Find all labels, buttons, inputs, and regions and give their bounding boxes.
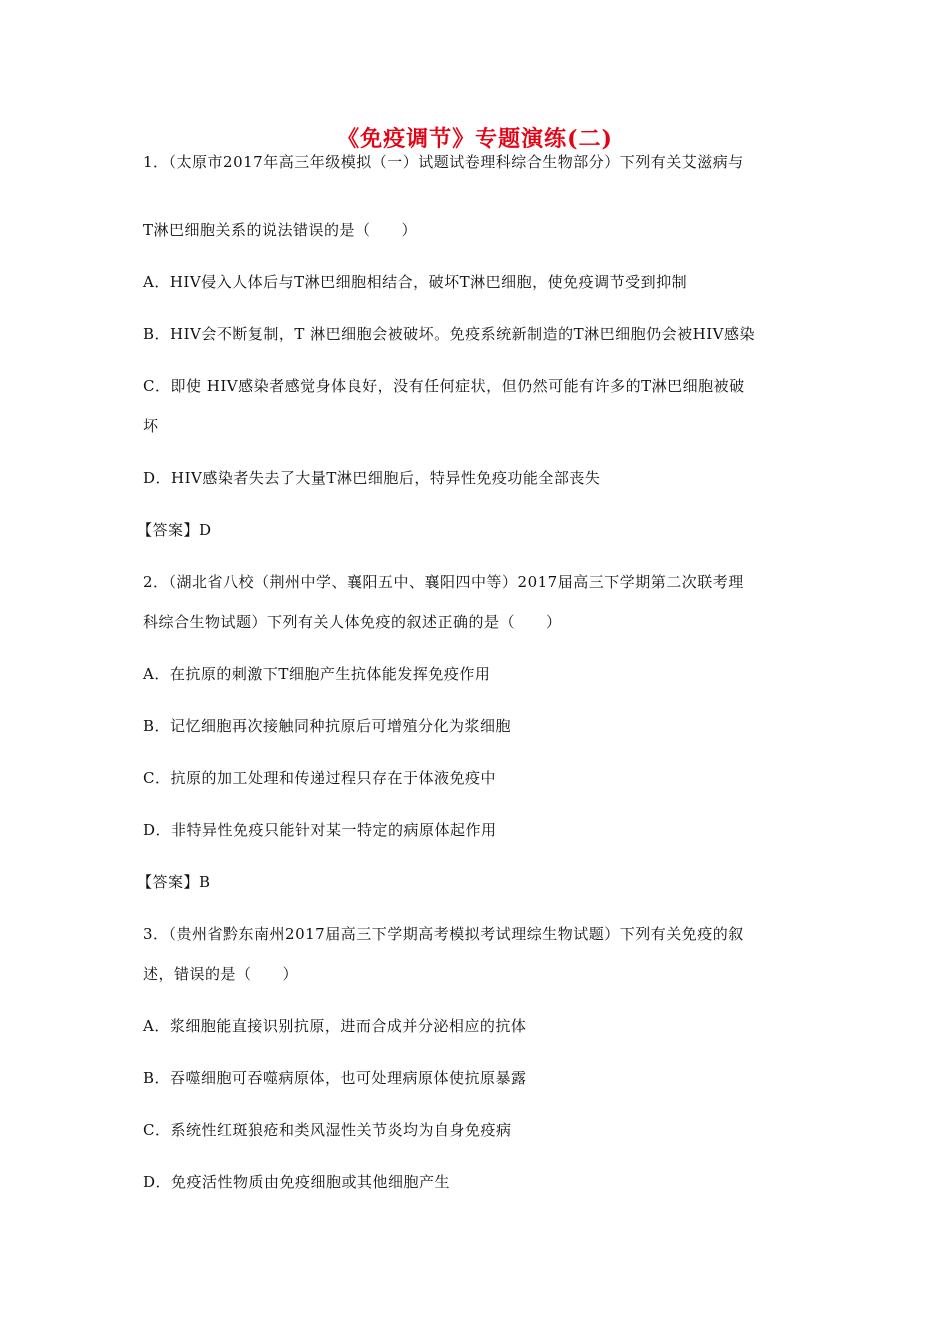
q3-stem-line1: 3．（贵州省黔东南州2017届高三下学期高考模拟考试理综生物试题）下列有关免疫的叙 — [143, 925, 744, 943]
q3-stem-line2: 述，错误的是（ ） — [143, 965, 299, 983]
q1-option-c-line1: C．即使 HIV感染者感觉身体良好，没有任何症状，但仍然可能有许多的T淋巴细胞被破 — [143, 377, 745, 395]
q3-option-c: C．系统性红斑狼疮和类风湿性关节炎均为自身免疫病 — [143, 1121, 512, 1139]
q1-option-c-line2: 坏 — [143, 417, 159, 435]
q1-stem-line1: 1．（太原市2017年高三年级模拟（一）试题试卷理科综合生物部分）下列有关艾滋病与 — [143, 153, 744, 171]
document-title: 《免疫调节》专题演练(二) — [337, 126, 613, 152]
q1-answer: 【答案】D — [137, 521, 212, 539]
q1-option-d: D．HIV感染者失去了大量T淋巴细胞后，特异性免疫功能全部丧失 — [143, 469, 601, 487]
q1-option-b: B．HIV会不断复制，T 淋巴细胞会被破坏。免疫系统新制造的T淋巴细胞仍会被HIV感染 — [143, 325, 755, 343]
q3-option-d: D．免疫活性物质由免疫细胞或其他细胞产生 — [143, 1173, 451, 1191]
q2-option-a: A．在抗原的刺激下T细胞产生抗体能发挥免疫作用 — [143, 665, 491, 683]
q2-option-c: C．抗原的加工处理和传递过程只存在于体液免疫中 — [143, 769, 496, 787]
q3-option-b: B．吞噬细胞可吞噬病原体，也可处理病原体使抗原暴露 — [143, 1069, 527, 1087]
q3-option-a: A．浆细胞能直接识别抗原，进而合成并分泌相应的抗体 — [143, 1017, 527, 1035]
q2-stem-line2: 科综合生物试题）下列有关人体免疫的叙述正确的是（ ） — [143, 613, 562, 631]
q1-option-a: A．HIV侵入人体后与T淋巴细胞相结合，破坏T淋巴细胞，使免疫调节受到抑制 — [143, 273, 688, 291]
q2-option-b: B．记忆细胞再次接触同种抗原后可增殖分化为浆细胞 — [143, 717, 512, 735]
q1-stem-line2: T淋巴细胞关系的说法错误的是（ ） — [143, 221, 418, 239]
q2-stem-line1: 2．（湖北省八校（荆州中学、襄阳五中、襄阳四中等）2017届高三下学期第二次联考理 — [143, 573, 744, 591]
q2-answer: 【答案】B — [137, 873, 211, 891]
q2-option-d: D．非特异性免疫只能针对某一特定的病原体起作用 — [143, 821, 497, 839]
